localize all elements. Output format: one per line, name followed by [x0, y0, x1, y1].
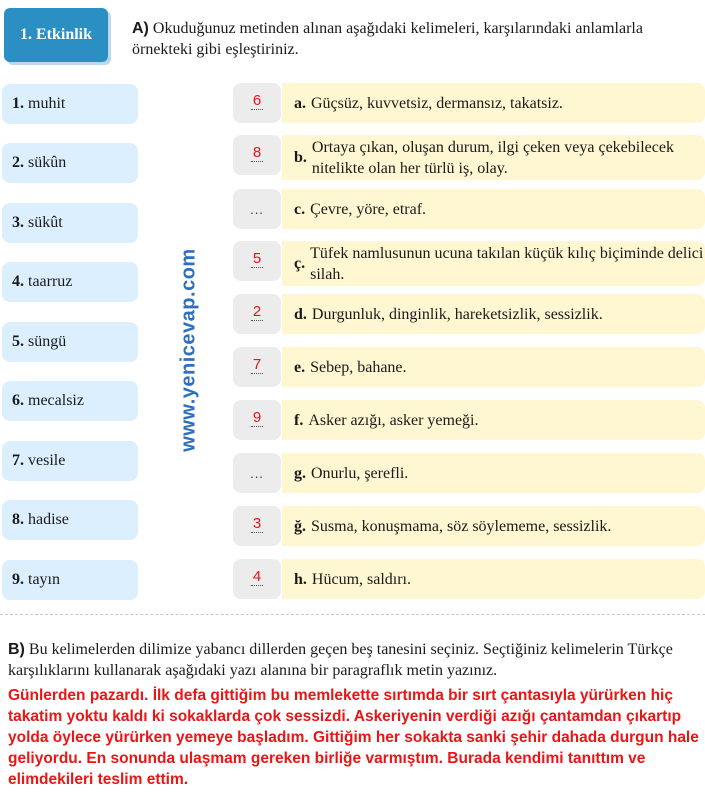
definition-g-breve [282, 506, 705, 546]
answer-box-g[interactable] [233, 453, 281, 493]
word-number: 2. [12, 154, 24, 171]
part-a-text: Okuduğunuz metinden alınan aşağıdaki kelimeleri, karşılarındaki anlamlarla örnekteki gibi eşleştiriniz. [132, 20, 643, 58]
word-number: 3. [12, 214, 24, 231]
definition-a [282, 83, 705, 123]
answer-box-g-breve[interactable] [233, 506, 281, 546]
definition-g [282, 453, 705, 493]
answer-box-a[interactable] [233, 83, 281, 123]
definition-text: Asker azığı, asker yemeği. [308, 411, 479, 429]
definition-h [282, 559, 705, 599]
definition-letter: d. [294, 305, 307, 323]
answer-box-d[interactable] [233, 294, 281, 334]
part-b-instruction [8, 639, 700, 681]
answer-box-c-cedilla[interactable] [233, 241, 281, 281]
answer-value: 9 [252, 408, 262, 426]
definition-text: Hücum, saldırı. [311, 570, 411, 588]
word-text: sükût [28, 214, 63, 231]
watermark-url: www.yenicevap.com [177, 248, 200, 452]
word-number: 5. [12, 333, 24, 350]
definition-d [282, 294, 705, 334]
section-divider [0, 614, 705, 615]
definition-text: Güçsüz, kuvvetsiz, dermansız, takatsiz. [311, 94, 563, 112]
definition-letter: e. [294, 358, 306, 376]
word-text: taarruz [28, 273, 73, 290]
part-a-instruction [132, 18, 697, 60]
answer-value: 6 [252, 91, 262, 109]
word-item-4 [2, 262, 138, 302]
answer-value: ... [250, 201, 264, 217]
part-b-letter: B) [8, 641, 25, 658]
word-text: mecalsiz [28, 392, 84, 409]
word-text: tayın [28, 571, 60, 588]
definition-letter: ğ. [294, 517, 306, 535]
word-item-9 [2, 560, 138, 600]
part-a-letter: A) [132, 20, 149, 37]
definition-letter: g. [294, 464, 306, 482]
definition-letter: a. [294, 94, 306, 112]
answer-value: 2 [252, 302, 262, 320]
word-text: vesile [28, 452, 66, 469]
answer-value: 4 [252, 567, 262, 585]
definition-letter: c. [294, 200, 306, 218]
definition-letter: ç. [294, 255, 306, 272]
word-number: 4. [12, 273, 24, 290]
definition-text: Durgunluk, dinginlik, hareketsizlik, sessizlik. [311, 305, 603, 323]
word-number: 7. [12, 452, 24, 469]
definition-letter: b. [294, 149, 307, 166]
activity-badge [4, 8, 108, 62]
word-item-6 [2, 381, 138, 421]
word-number: 8. [12, 511, 24, 528]
answer-box-f[interactable] [233, 400, 281, 440]
answer-value: ... [250, 465, 264, 481]
answer-value: 5 [252, 249, 262, 267]
word-text: hadise [28, 511, 69, 528]
definition-c [282, 189, 705, 229]
word-item-8 [2, 500, 138, 540]
definition-c-cedilla [282, 241, 705, 286]
word-text: süngü [28, 333, 67, 350]
activity-label: 1. Etkinlik [19, 26, 93, 43]
word-item-5 [2, 322, 138, 362]
word-item-3 [2, 203, 138, 243]
definition-text: Sebep, bahane. [310, 358, 407, 376]
word-text: sükûn [28, 154, 67, 171]
answer-value: 8 [252, 143, 262, 161]
definition-e [282, 347, 705, 387]
student-answer-text[interactable]: Günlerden pazardı. İlk defa gittiğim bu memlekette sırtımda bir sırt çantasıyla yürürken hiç takatim yoktu kaldı ki sokaklarda çok sessizdi. Askeriyenin verdiği azığı çantamdan çıkartıp yolda öylece yürürken yemeye başladım. Gittiğim her sokakta sanki şehir dahada durgun hale geliyordu. En sonunda ulaşmam gereken birliğe varmıştım. Burada kendimi tanıttım ve elimdekileri teslim ettim. [8, 687, 699, 788]
word-number: 6. [12, 392, 24, 409]
part-b-text: Bu kelimelerden dilimize yabancı dillerden geçen beş tanesini seçiniz. Seçtiğiniz kelimelerin Türkçe karşılıklarını kullanarak aşağıdaki yazı alanına bir paragraflık metin yazınız. [8, 641, 673, 679]
definition-text: Onurlu, şerefli. [311, 464, 409, 482]
answer-value: 7 [252, 355, 262, 373]
definition-b [282, 135, 705, 180]
definition-f [282, 400, 705, 440]
definition-text: Çevre, yöre, etraf. [310, 200, 427, 218]
word-number: 1. [12, 95, 24, 112]
answer-box-c[interactable] [233, 189, 281, 229]
definition-text: Susma, konuşmama, söz söylememe, sessizlik. [311, 517, 612, 535]
word-text: muhit [28, 95, 66, 112]
answer-box-h[interactable] [233, 559, 281, 599]
answer-box-b[interactable] [233, 135, 281, 175]
answer-value: 3 [252, 514, 262, 532]
answer-box-e[interactable] [233, 347, 281, 387]
word-item-7 [2, 441, 138, 481]
definition-letter: f. [294, 411, 304, 429]
definition-text: Ortaya çıkan, oluşan durum, ilgi çeken veya çekebilecek nitelikte olan her türlü iş, olay. [311, 138, 674, 177]
word-number: 9. [12, 571, 24, 588]
word-item-1 [2, 84, 138, 124]
definition-text: Tüfek namlusunun ucuna takılan küçük kılıç biçiminde delici silah. [310, 244, 704, 283]
definition-letter: h. [294, 570, 307, 588]
word-item-2 [2, 143, 138, 183]
